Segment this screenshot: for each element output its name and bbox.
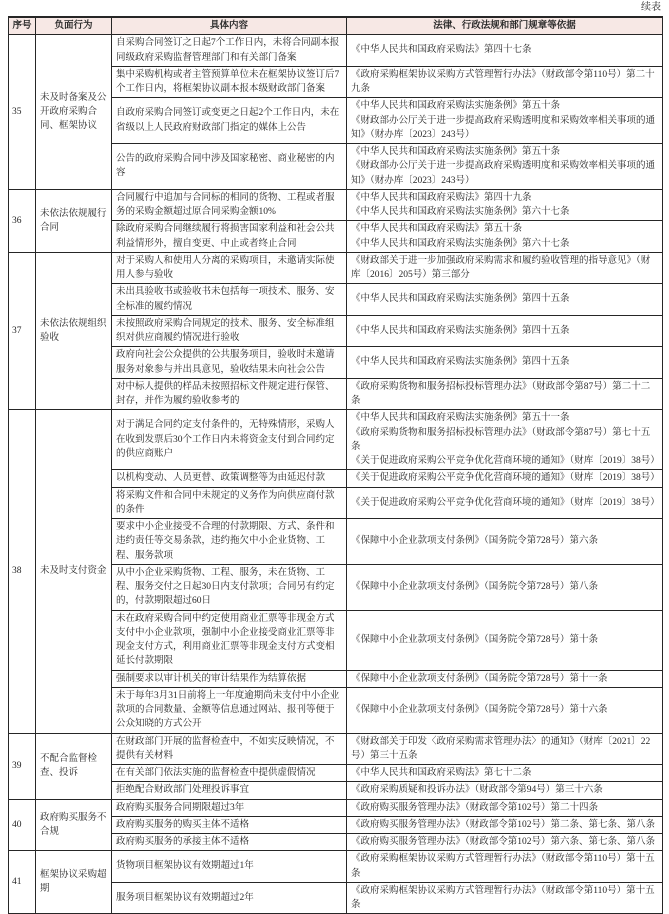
basis-item: 《政府购买服务管理办法》（财政部令第102号）第二十四条 bbox=[351, 802, 599, 813]
content-cell: 要求中小企业接受不合理的付款期限、方式、条件和违约责任等交易条款，违约拖欠中小企业货物、工程、服务款项 bbox=[112, 519, 347, 565]
basis-item: 《政府采购质疑和投诉办法》（财政部令第94号）第三十六条 bbox=[351, 785, 603, 796]
content-cell: 未出具验收书或验收书未包括每一项技术、服务、安全标准的履约情况 bbox=[112, 284, 347, 316]
basis-cell bbox=[347, 782, 663, 799]
table-header-row bbox=[9, 17, 663, 35]
content-cell: 在财政部门开展的监督检查中，不如实反映情况，不提供有关材料 bbox=[112, 733, 347, 765]
table-row bbox=[9, 252, 663, 284]
basis-item: 《政府购买服务管理办法》（财政部令第102号）第二条、第七条、第八条 bbox=[351, 819, 656, 830]
content-cell: 将采购文件和合同中未规定的义务作为向供应商付款的条件 bbox=[112, 487, 347, 519]
basis-cell bbox=[347, 687, 663, 733]
content-cell: 自采购合同签订之日起7个工作日内，未将合同副本报同级政府采购监督管理部门和有关部门备案 bbox=[112, 35, 347, 67]
basis-item: 《中华人民共和国政府采购法实施条例》第五十条 bbox=[351, 101, 561, 112]
basis-cell bbox=[347, 284, 663, 316]
basis-item: 《中华人民共和国政府采购法实施条例》第六十七条 bbox=[351, 238, 570, 249]
basis-item: 《关于促进政府采购公平竞争优化营商环境的通知》（财库〔2019〕38号） bbox=[351, 456, 660, 466]
content-cell: 对中标人提供的样品未按照招标文件规定进行保管、封存，并作为履约验收参考的 bbox=[112, 378, 347, 410]
header-cell-no: 序号 bbox=[9, 17, 36, 35]
table-row bbox=[9, 189, 663, 221]
basis-item: 《中华人民共和国政府采购法》第五十条 bbox=[351, 224, 523, 235]
basis-item: 《中华人民共和国政府采购法》第七十二条 bbox=[351, 768, 532, 778]
basis-item: 《中华人民共和国政府采购法实施条例》第五十条 bbox=[351, 147, 561, 157]
basis-item: 《政府采购货物和服务招标投标管理办法》（财政部令第87号）第二十二条 bbox=[351, 381, 651, 406]
behavior-cell: 框架协议采购超期 bbox=[36, 851, 112, 914]
continuation-label: 续表 bbox=[641, 2, 661, 13]
basis-item: 《保障中小企业款项支付条例》（国务院令第728号）第十一条 bbox=[351, 673, 608, 684]
basis-cell bbox=[347, 252, 663, 284]
behavior-cell: 未依法依规组织验收 bbox=[36, 252, 112, 410]
basis-item: 《财政部关于进一步加强政府采购需求和履约验收管理的指导意见》（财库〔2016〕205号）第三部分 bbox=[351, 255, 651, 280]
basis-cell bbox=[347, 851, 663, 883]
basis-item: 《关于促进政府采购公平竞争优化营商环境的通知》（财库〔2019〕38号） bbox=[351, 473, 660, 484]
content-cell: 在有关部门依法实施的监督检查中提供虚假情况 bbox=[112, 765, 347, 782]
basis-cell bbox=[347, 35, 663, 67]
content-cell: 强制要求以审计机关的审计结果作为结算依据 bbox=[112, 670, 347, 687]
content-cell: 对于满足合同约定支付条件的，无特殊情形，采购人在收到发票后30个工作日内未将资金支付到合同约定的供应商账户 bbox=[112, 410, 347, 470]
basis-cell bbox=[347, 410, 663, 470]
basis-cell bbox=[347, 882, 663, 914]
basis-item: 《中华人民共和国政府采购法》第四十九条 bbox=[351, 192, 532, 203]
basis-item: 《政府购买服务管理办法》（财政部令第102号）第六条、第七条、第八条 bbox=[351, 837, 656, 847]
table-header bbox=[9, 17, 663, 35]
content-cell: 除政府采购合同继续履行将损害国家利益和社会公共利益情形外，擅自变更、中止或者终止合同 bbox=[112, 221, 347, 253]
content-cell: 政府购买服务合同期限超过3年 bbox=[112, 799, 347, 816]
basis-item: 《财政部办公厅关于进一步提高政府采购透明度和采购效率相关事项的通知》（财办库〔2023〕243号） bbox=[351, 115, 656, 140]
behavior-cell: 未及时支付资金 bbox=[36, 410, 112, 733]
row-number-cell: 37 bbox=[9, 252, 36, 410]
table-row bbox=[9, 410, 663, 470]
row-number-cell: 41 bbox=[9, 851, 36, 914]
content-cell: 自政府采购合同签订或变更之日起2个工作日内，未在省级以上人民政府财政部门指定的媒体上公告 bbox=[112, 98, 347, 144]
basis-item: 《中华人民共和国政府采购法实施条例》第四十五条 bbox=[351, 325, 570, 336]
basis-item: 《保障中小企业款项支付条例》（国务院令第728号）第十条 bbox=[351, 634, 599, 645]
table-row bbox=[9, 799, 663, 816]
behavior-cell: 不配合监督检查、投诉 bbox=[36, 733, 112, 799]
basis-item: 《保障中小企业款项支付条例》（国务院令第728号）第八条 bbox=[351, 582, 599, 592]
table-row bbox=[9, 851, 663, 883]
content-cell: 货物项目框架协议有效期超过1年 bbox=[112, 851, 347, 883]
content-cell: 以机构变动、人员更替、政策调整等为由延迟付款 bbox=[112, 470, 347, 487]
basis-item: 《中华人民共和国政府采购法实施条例》第四十五条 bbox=[351, 357, 570, 368]
row-number-cell: 35 bbox=[9, 35, 36, 190]
content-cell: 未于每年3月31日前将上一年度逾期尚未支付中小企业款项的合同数量、金额等信息通过网站、报刊等便于公众知晓的方式公开 bbox=[112, 687, 347, 733]
basis-cell bbox=[347, 670, 663, 687]
row-number-cell: 40 bbox=[9, 799, 36, 851]
basis-cell bbox=[347, 470, 663, 487]
basis-cell bbox=[347, 189, 663, 221]
content-cell: 服务项目框架协议有效期超过2年 bbox=[112, 882, 347, 914]
basis-cell bbox=[347, 144, 663, 190]
basis-item: 《保障中小企业款项支付条例》（国务院令第728号）第六条 bbox=[351, 536, 599, 547]
content-cell: 合同履行中追加与合同标的相同的货物、工程或者服务的采购金额超过原合同采购金额10% bbox=[112, 189, 347, 221]
basis-cell bbox=[347, 66, 663, 98]
basis-cell bbox=[347, 519, 663, 565]
behavior-cell: 政府购买服务不合规 bbox=[36, 799, 112, 851]
basis-item: 《政府采购框架协议采购方式管理暂行办法》（财政部令第110号）第十五条 bbox=[351, 854, 655, 879]
basis-item: 《政府采购框架协议采购方式管理暂行办法》（财政部令第110号）第十五条 bbox=[351, 885, 655, 910]
content-cell: 拒绝配合财政部门处理投诉事宜 bbox=[112, 782, 347, 799]
content-cell: 未按照政府采购合同规定的技术、服务、安全标准组织对供应商履约情况进行验收 bbox=[112, 315, 347, 347]
content-cell: 集中采购机构或者主管预算单位未在框架协议签订后7个工作日内，将框架协议副本报本级财政部门备案 bbox=[112, 66, 347, 98]
row-number-cell: 38 bbox=[9, 410, 36, 733]
basis-item: 《政府采购框架协议采购方式管理暂行办法》（财政部令第110号）第二十九条 bbox=[351, 69, 655, 94]
basis-cell bbox=[347, 610, 663, 670]
behavior-cell: 未及时备案及公开政府采购合同、框架协议 bbox=[36, 35, 112, 190]
table-row bbox=[9, 35, 663, 67]
basis-item: 《中华人民共和国政府采购法实施条例》第四十五条 bbox=[351, 294, 570, 305]
basis-cell bbox=[347, 378, 663, 410]
basis-cell bbox=[347, 98, 663, 144]
basis-item: 《财政部关于印发〈政府采购需求管理办法〉的通知》（财库〔2021〕22号）第三十五条 bbox=[351, 736, 651, 761]
content-cell: 政府购买服务的承接主体不适格 bbox=[112, 834, 347, 851]
basis-cell bbox=[347, 347, 663, 379]
negative-behavior-table bbox=[8, 16, 663, 914]
row-number-cell: 39 bbox=[9, 733, 36, 799]
basis-cell bbox=[347, 799, 663, 816]
basis-item: 《保障中小企业款项支付条例》（国务院令第728号）第十六条 bbox=[351, 705, 608, 715]
header-cell-behavior: 负面行为 bbox=[36, 17, 112, 35]
table-row bbox=[9, 733, 663, 765]
content-cell: 从中小企业采购货物、工程、服务，未在货物、工程、服务交付之日起30日内支付款项；合同另有约定的，付款期限超过60日 bbox=[112, 564, 347, 610]
basis-item: 《财政部办公厅关于进一步提高政府采购透明度和采购效率相关事项的通知》（财办库〔2023〕243号） bbox=[351, 161, 656, 186]
basis-cell bbox=[347, 221, 663, 253]
basis-item: 《中华人民共和国政府采购法》第四十七条 bbox=[351, 45, 532, 56]
basis-cell bbox=[347, 765, 663, 782]
basis-cell bbox=[347, 816, 663, 833]
basis-item: 《中华人民共和国政府采购法实施条例》第六十七条 bbox=[351, 207, 570, 217]
content-cell: 政府购买服务的购买主体不适格 bbox=[112, 816, 347, 833]
basis-cell bbox=[347, 733, 663, 765]
basis-cell bbox=[347, 315, 663, 347]
basis-item: 《关于促进政府采购公平竞争优化营商环境的通知》（财库〔2019〕38号） bbox=[351, 497, 660, 508]
row-number-cell: 36 bbox=[9, 189, 36, 252]
table-body bbox=[9, 35, 663, 914]
basis-item: 《中华人民共和国政府采购法实施条例》第五十一条 bbox=[351, 413, 570, 424]
basis-cell bbox=[347, 564, 663, 610]
header-cell-basis: 法律、行政法规和部门规章等依据 bbox=[347, 17, 663, 35]
content-cell: 未在政府采购合同中约定使用商业汇票等非现金方式支付中小企业款项，强制中小企业接受商业汇票等非现金支付方式，利用商业汇票等非现金支付方式变相延长付款期限 bbox=[112, 610, 347, 670]
basis-cell bbox=[347, 487, 663, 519]
content-cell: 政府向社会公众提供的公共服务项目，验收时未邀请服务对象参与并出具意见，验收结果未向社会公告 bbox=[112, 347, 347, 379]
basis-cell bbox=[347, 834, 663, 851]
basis-item: 《政府采购货物和服务招标投标管理办法》（财政部令第87号）第七十五条 bbox=[351, 427, 651, 452]
behavior-cell: 未依法依规履行合同 bbox=[36, 189, 112, 252]
content-cell: 对于采购人和使用人分离的采购项目，未邀请实际使用人参与验收 bbox=[112, 252, 347, 284]
header-cell-content: 具体内容 bbox=[112, 17, 347, 35]
content-cell: 公告的政府采购合同中涉及国家秘密、商业秘密的内容 bbox=[112, 144, 347, 190]
